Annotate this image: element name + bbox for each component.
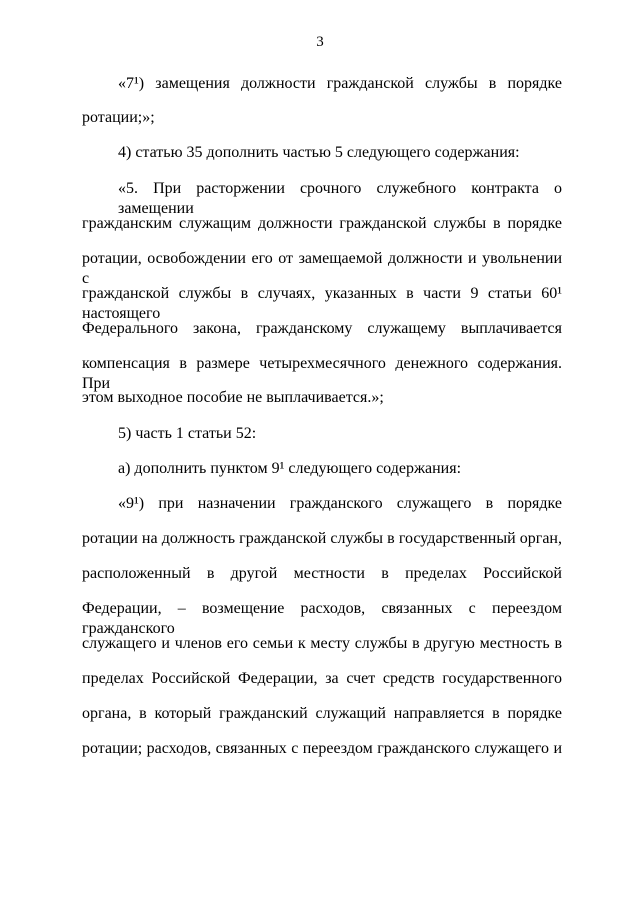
paragraph-4-line-1: 5) часть 1 статьи 52: [118,425,257,442]
paragraph-6-line-6: пределах Российской Федерации, за счет средств государственного [82,670,562,687]
paragraph-6-line-2: ротации на должность гражданской службы в государственный орган, [82,530,562,547]
paragraph-3-line-3: ротации, освобождении его от замещаемой должности и увольнении с [82,250,562,287]
paragraph-3-line-7: этом выходное пособие не выплачивается.»; [82,389,384,406]
paragraph-6-line-5: служащего и членов его семьи к месту службы в другую местность в [82,635,562,652]
paragraph-3-line-5: Федерального закона, гражданскому служащему выплачивается [82,320,562,337]
paragraph-5-line-1: а) дополнить пунктом 9¹ следующего содержания: [118,460,462,477]
paragraph-6-line-8: ротации; расходов, связанных с переездом гражданского служащего и [82,740,562,757]
paragraph-1-line-2: ротации;»; [82,109,155,126]
paragraph-3-line-4: гражданской службы в случаях, указанных в части 9 статьи 60¹ настоящего [82,285,562,322]
paragraph-3-line-6: компенсация в размере четырехмесячного денежного содержания. При [82,355,562,392]
paragraph-3-line-2: гражданским служащим должности гражданской службы в порядке [82,215,562,232]
paragraph-3-line-1: «5. При расторжении срочного служебного контракта о замещении [118,180,562,217]
paragraph-6-line-1: «9¹) при назначении гражданского служащего в порядке [118,495,562,512]
paragraph-2-line-1: 4) статью 35 дополнить частью 5 следующего содержания: [118,144,520,161]
paragraph-6-line-7: органа, в который гражданский служащий направляется в порядке [82,705,562,722]
page-number: 3 [316,34,324,50]
paragraph-6-line-4: Федерации, – возмещение расходов, связанных с переездом гражданского [82,600,562,637]
paragraph-6-line-3: расположенный в другой местности в пределах Российской [82,565,562,582]
paragraph-1-line-1: «7¹) замещения должности гражданской службы в порядке [118,75,562,92]
